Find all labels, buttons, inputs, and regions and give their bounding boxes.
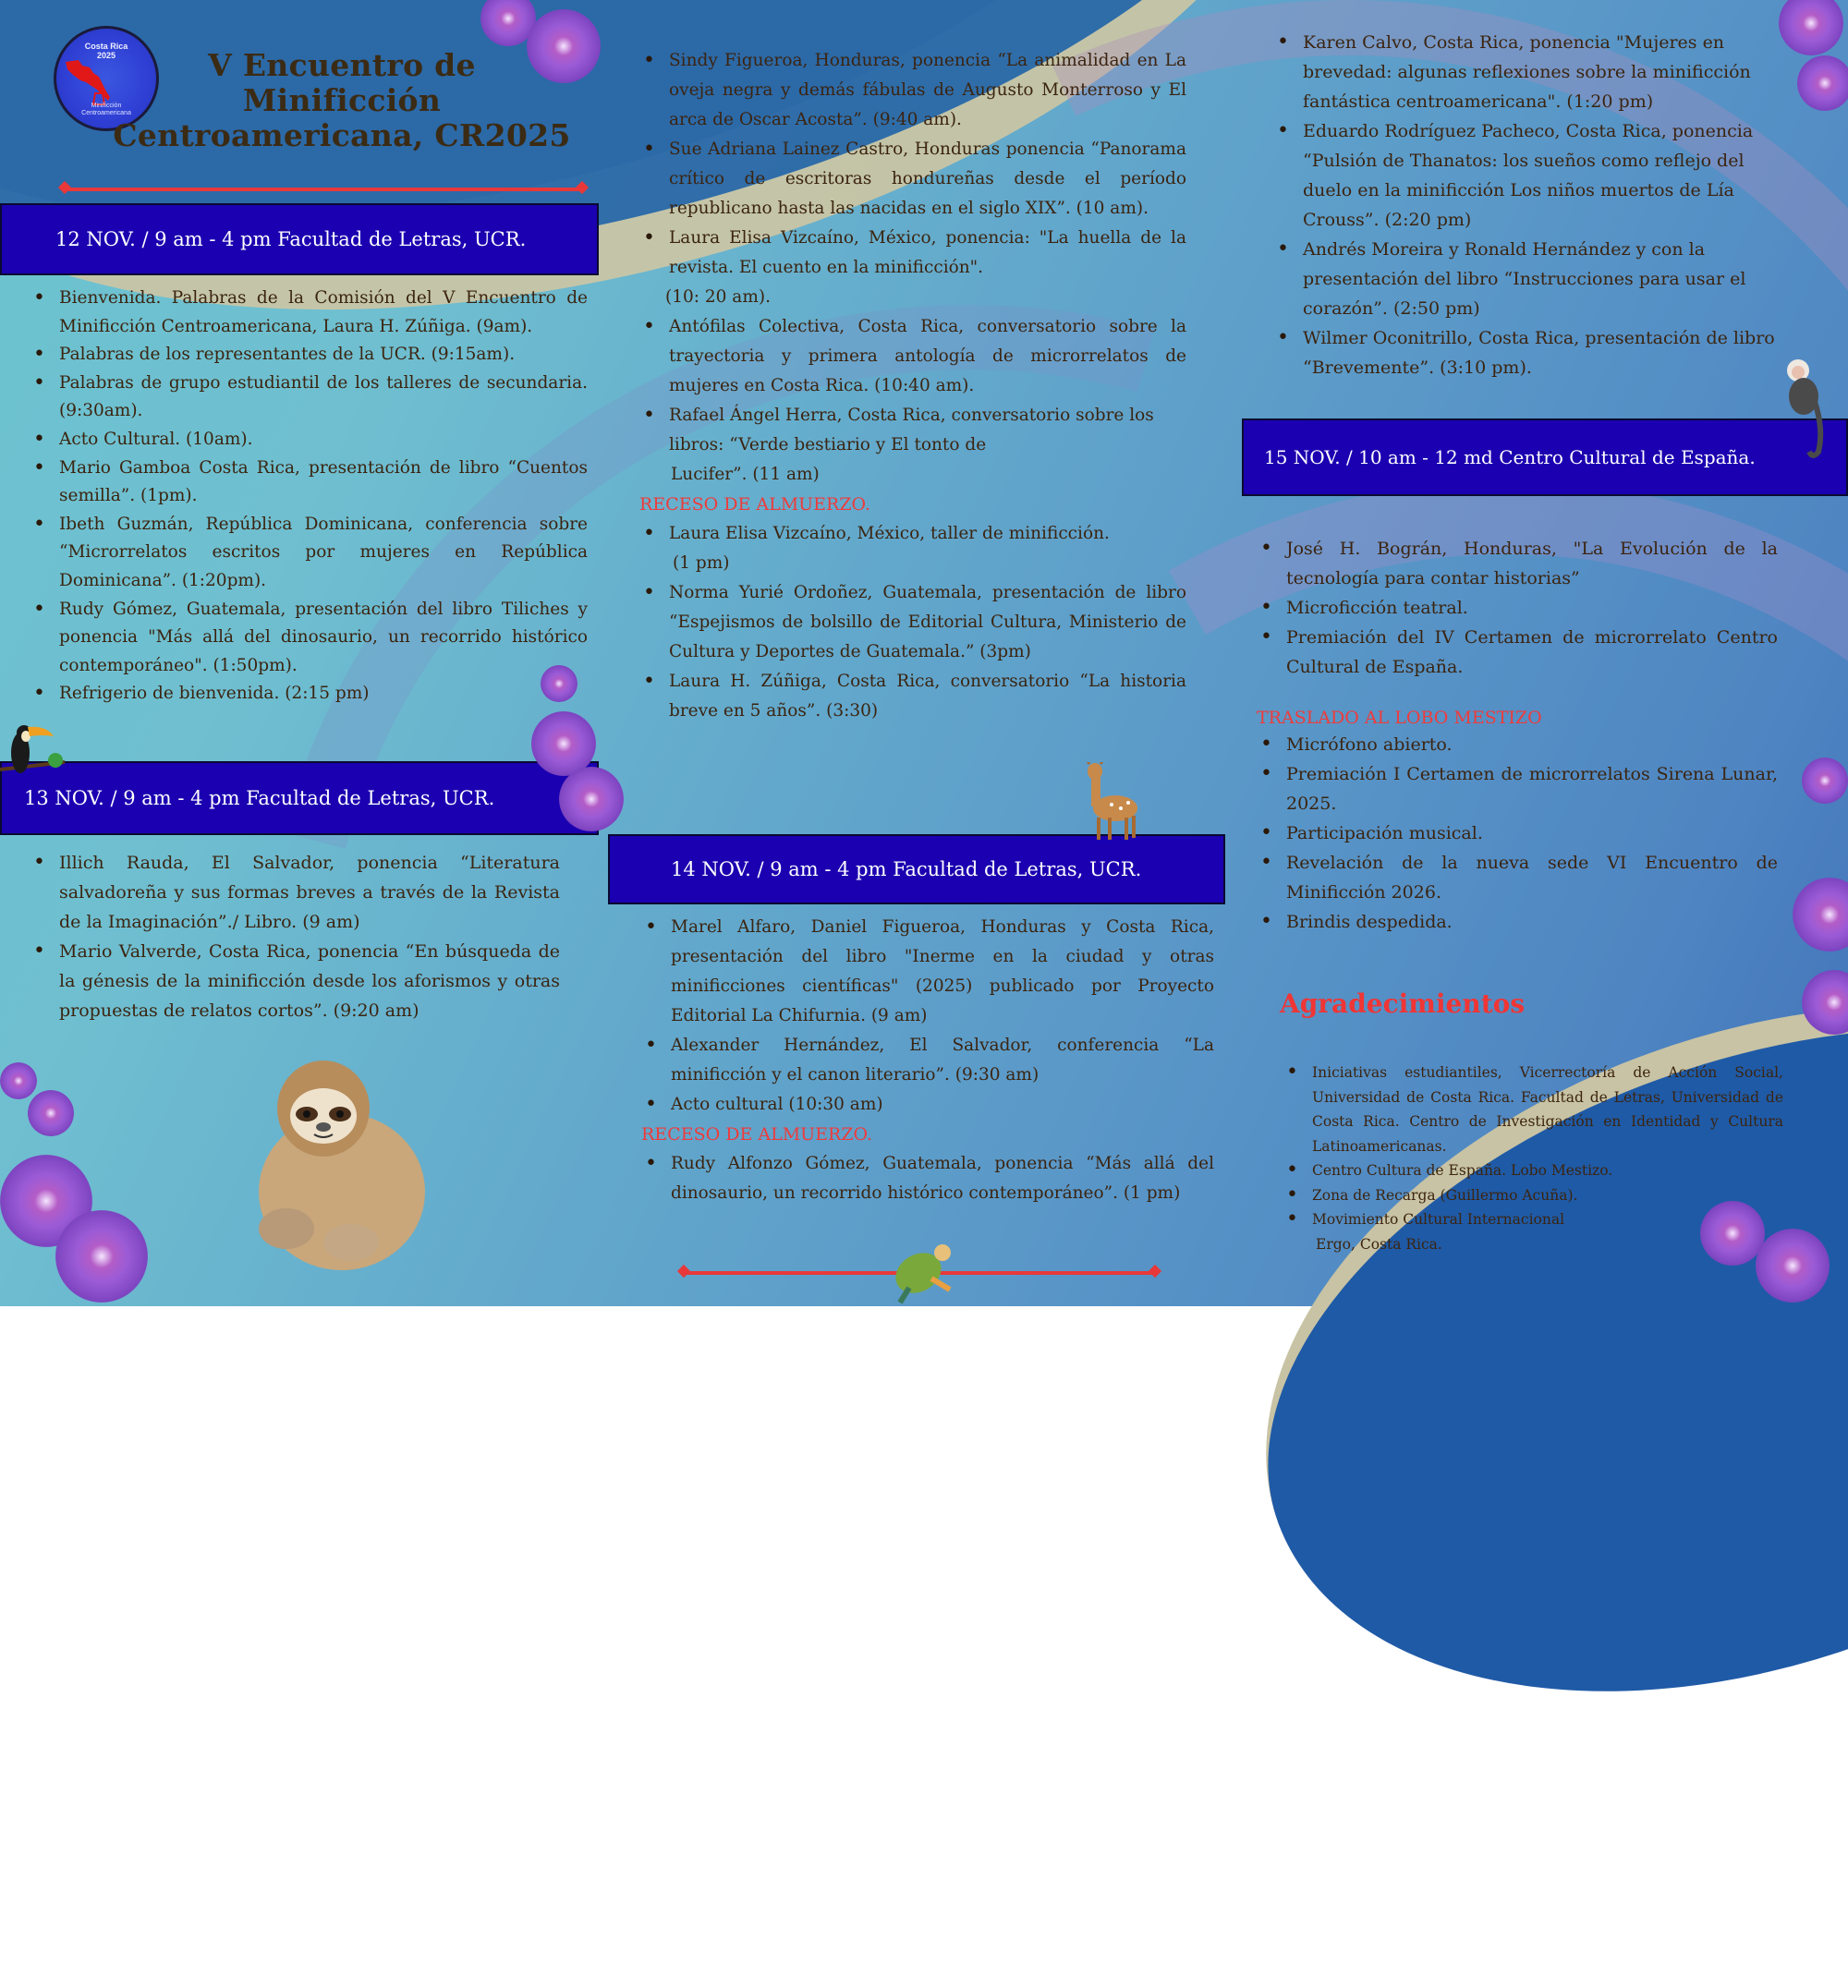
event-title: V Encuentro de Minificción Centroamericana, CR2025 <box>113 47 571 153</box>
orchid-icon <box>471 0 619 102</box>
list-item: • Palabras de grupo estudiantil de los talleres de secundaria. (9:30am). <box>30 370 588 426</box>
list-item: • Palabras de los representantes de la UCR. (9:15am). <box>30 341 588 370</box>
list-item: • Andrés Moreira y Ronald Hernández y con la presentación del libro “Instrucciones para usar el corazón”. (2:50 pm) <box>1273 235 1791 323</box>
list-item: • Acto Cultural. (10am). <box>30 426 588 455</box>
day13-list-b <box>639 46 1186 726</box>
list-item: • Laura Elisa Vizcaíno, México, taller de minificción. <box>639 519 1186 549</box>
day15-list <box>1257 534 1778 937</box>
list-item: • Premiación I Certamen de microrrelatos Sirena Lunar, 2025. <box>1257 759 1778 818</box>
logo-country-text: Costa Rica 2025 <box>84 42 128 60</box>
turtle-icon <box>885 1238 968 1306</box>
list-item: • Mario Valverde, Costa Rica, ponencia “En búsqueda de la génesis de la minificción desde los aforismos y otras propuestas de relatos cortos”. (9:20 am) <box>30 937 560 1025</box>
transfer-label: TRASLADO AL LOBO MESTIZO <box>1257 708 1542 728</box>
lunch-break-label: RECESO DE ALMUERZO. <box>641 1124 873 1145</box>
thanks-title: Agradecimientos <box>1280 988 1526 1019</box>
monkey-icon <box>1772 356 1828 467</box>
list-item: • Ibeth Guzmán, República Dominicana, conferencia sobre “Microrrelatos escritos por mujeres en República Dominicana”. (1:20pm). <box>30 511 588 596</box>
list-item: • Iniciativas estudiantiles, Vicerrectoría de Acción Social, Universidad de Costa Rica. Facultad de Letras, Universidad de Costa Rica. Centro de Investigación en Identidad y Cultura Latinoamericanas. <box>1283 1061 1783 1158</box>
lunch-break-label: RECESO DE ALMUERZO. <box>639 494 871 515</box>
logo-brand-text: Minificción Centroamericana <box>81 103 131 116</box>
list-item: • Mario Gamboa Costa Rica, presentación de libro “Cuentos semilla”. (1pm). <box>30 455 588 511</box>
orchid-icon <box>1682 1192 1848 1306</box>
list-item: • Acto cultural (10:30 am) <box>641 1090 1214 1120</box>
list-item: • Sue Adriana Lainez Castro, Honduras ponencia “Panorama crítico de escritoras hondureñas desde el período republicano hasta las nacidas en el siglo XIX”. (10 am). <box>639 135 1186 224</box>
list-item: • Bienvenida. Palabras de la Comisión del V Encuentro de Minificción Centroamericana, Laura H. Zúñiga. (9am). <box>30 285 588 341</box>
list-item: • Illich Rauda, El Salvador, ponencia “Literatura salvadoreña y sus formas breves a través de la Revista de la Imaginación”./ Libro. (9 am) <box>30 848 560 937</box>
day15-header: 15 NOV. / 10 am - 12 md Centro Cultural de España. <box>1242 418 1848 496</box>
list-item: • Movimiento Cultural Internacional <box>1283 1207 1783 1232</box>
list-item: • Rafael Ángel Herra, Costa Rica, conversatorio sobre los libros: “Verde bestiario y El tonto de <box>639 401 1186 460</box>
day13-header: 13 NOV. / 9 am - 4 pm Facultad de Letras, UCR. <box>0 761 599 835</box>
list-item: • Revelación de la nueva sede VI Encuentro de Minificción 2026. <box>1257 848 1778 907</box>
spacer <box>1257 682 1778 706</box>
orchid-icon <box>1769 0 1848 120</box>
list-item: • Alexander Hernández, El Salvador, conferencia “La minificción y el canon literario”. (9:30 am) <box>641 1031 1214 1090</box>
list-item: • Karen Calvo, Costa Rica, ponencia "Mujeres en brevedad: algunas reflexiones sobre la minificción fantástica centroamericana". (1:20 pm) <box>1273 28 1791 116</box>
list-item: • Marel Alfaro, Daniel Figueroa, Honduras y Costa Rica, presentación del libro "Inerme en la ciudad y otras minificciones científicas" (2025) publicado por Proyecto Editorial La Chifurnia. (9 am) <box>641 913 1214 1031</box>
day13-list-a <box>30 848 560 1025</box>
list-item-continuation: (10: 20 am). <box>665 287 771 307</box>
sloth-icon <box>222 1053 434 1275</box>
list-item: • Brindis despedida. <box>1257 907 1778 937</box>
day12-list <box>30 285 588 709</box>
orchid-icon <box>522 665 624 841</box>
deer-icon <box>1076 762 1141 841</box>
toucan-icon <box>0 716 74 790</box>
list-item: • Centro Cultura de España. Lobo Mestizo. <box>1283 1158 1783 1183</box>
list-item: • Sindy Figueroa, Honduras, ponencia “La animalidad en La oveja negra y demás fábulas de Augusto Monterroso y El arca de Oscar Acosta”. (9:40 am). <box>639 46 1186 135</box>
list-item: • Antófilas Colectiva, Costa Rica, conversatorio sobre la trayectoria y primera antología de microrrelatos de mujeres en Costa Rica. (10:40 am). <box>639 312 1186 401</box>
list-item: • José H. Bográn, Honduras, "La Evolución de la tecnología para contar historias” <box>1257 534 1778 593</box>
day14-header: 14 NOV. / 9 am - 4 pm Facultad de Letras, UCR. <box>608 834 1225 904</box>
list-item: • Rudy Gómez, Guatemala, presentación del libro Tiliches y ponencia "Más allá del dinosaurio, un recorrido histórico contemporáneo". (1:50pm). <box>30 596 588 681</box>
orchid-icon <box>0 1053 185 1306</box>
list-item: • Laura H. Zúñiga, Costa Rica, conversatorio “La historia breve en 5 años”. (3:30) <box>639 667 1186 726</box>
day12-header: 12 NOV. / 9 am - 4 pm Facultad de Letras, UCR. <box>0 203 599 275</box>
list-item: • Norma Yurié Ordoñez, Guatemala, presentación de libro “Espejismos de bolsillo de Editorial Cultura, Ministerio de Cultura y Deportes de Guatemala.” (3pm) <box>639 578 1186 667</box>
day14-list-b <box>1273 28 1791 382</box>
list-item: • Wilmer Oconitrillo, Costa Rica, presentación de libro “Brevemente”. (3:10 pm). <box>1273 323 1791 382</box>
list-item-continuation: Ergo, Costa Rica. <box>1316 1235 1442 1253</box>
list-item: • Refrigerio de bienvenida. (2:15 pm) <box>30 680 588 709</box>
list-item: • Rudy Alfonzo Gómez, Guatemala, ponencia “Más allá del dinosaurio, un recorrido histórico contemporáneo”. (1 pm) <box>641 1149 1214 1208</box>
day14-list-a <box>641 913 1214 1208</box>
list-item: • Microficción teatral. <box>1257 593 1778 623</box>
list-item: • Eduardo Rodríguez Pacheco, Costa Rica, ponencia “Pulsión de Thanatos: los sueños como reflejo del duelo en la minificción Los niños muertos de Lía Crouss”. (2:20 pm) <box>1273 116 1791 235</box>
list-item: • Zona de Recarga (Guillermo Acuña). <box>1283 1183 1783 1208</box>
orchid-icon <box>1793 758 1848 1053</box>
list-item-continuation: Lucifer”. (11 am) <box>671 465 820 484</box>
list-item-continuation: (1 pm) <box>673 553 730 573</box>
list-item: • Micrófono abierto. <box>1257 730 1778 759</box>
list-item: • Laura Elisa Vizcaíno, México, ponencia: "La huella de la revista. El cuento en la minificción". <box>639 224 1186 283</box>
title-divider <box>65 188 582 191</box>
list-item: • Participación musical. <box>1257 818 1778 848</box>
list-item: • Premiación del IV Certamen de microrrelato Centro Cultural de España. <box>1257 623 1778 682</box>
